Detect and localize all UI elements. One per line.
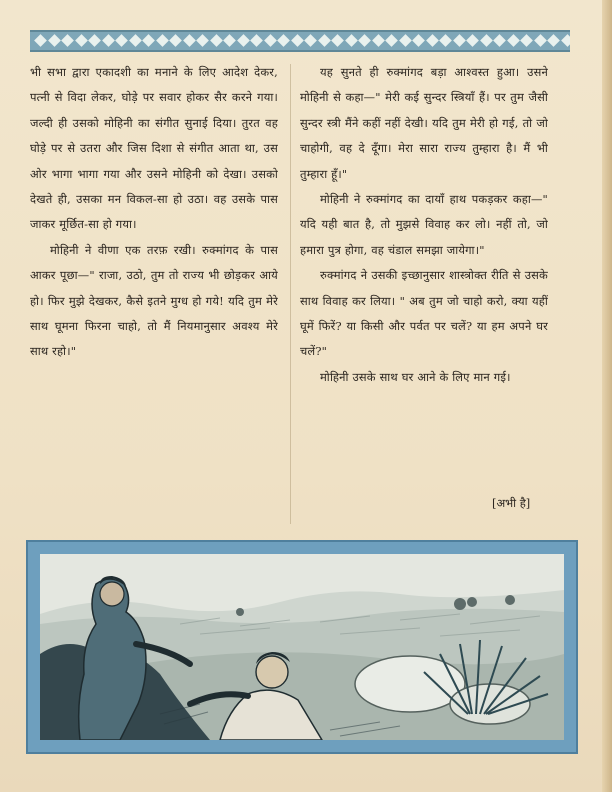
left-paragraph-1: भी सभा द्वारा एकादशी का मनाने के लिए आदेश देकर, पत्नी से विदा लेकर, घोड़े पर सवार होकर सैर करने गया। जल्दी ही उसको मोहिनी का संगीत सुनाई दिया। तुरत वह घोड़े पर से उतरा और जिस दिशा से संगीत आता था, उस ओर भागा भागा गया और उसने मोहिनी को देखा। उसको देखते ही, उसका मन विकल-सा हो उठा। वह उसके पास जाकर मूर्छित-सा हो गया। (30, 65, 278, 232)
border-diamond (210, 34, 223, 47)
border-diamond (264, 34, 277, 47)
left-text-column (30, 60, 278, 530)
border-diamond (142, 34, 155, 47)
border-diamond (277, 34, 290, 47)
border-diamond (547, 34, 560, 47)
border-diamond (183, 34, 196, 47)
border-diamond (129, 34, 142, 47)
border-diamond (291, 34, 304, 47)
border-diamond (412, 34, 425, 47)
illustration-frame (26, 540, 578, 754)
right-paragraph-2: मोहिनी ने रुक्मांगद का दायाँ हाथ पकड़कर कहा—" यदि यही बात है, तो मुझसे विवाह कर लो। नहीं तो, जो हमारा पुत्र होगा, वह चंडाल समझा जायेगा।" (300, 192, 548, 257)
border-diamond (318, 34, 331, 47)
border-diamond (480, 34, 493, 47)
border-diamond (156, 34, 169, 47)
border-diamond (439, 34, 452, 47)
border-diamond (372, 34, 385, 47)
border-diamond (385, 34, 398, 47)
border-diamond (223, 34, 236, 47)
mohini-rukmangad-scene-icon (40, 554, 564, 740)
border-diamond (237, 34, 250, 47)
border-diamond (358, 34, 371, 47)
border-diamond (507, 34, 520, 47)
border-diamond (345, 34, 358, 47)
continued-marker: [अभी है] (492, 496, 531, 510)
border-diamond (196, 34, 209, 47)
border-diamond (534, 34, 547, 47)
border-diamond (34, 34, 47, 47)
right-text-column (300, 60, 548, 530)
border-diamond (102, 34, 115, 47)
border-diamond (48, 34, 61, 47)
border-diamond (520, 34, 533, 47)
border-diamond (88, 34, 101, 47)
right-paragraph-4: मोहिनी उसके साथ घर आने के लिए मान गई। (320, 369, 511, 384)
border-diamond (453, 34, 466, 47)
border-diamond (399, 34, 412, 47)
border-diamond (331, 34, 344, 47)
border-diamond (169, 34, 182, 47)
column-divider (290, 64, 291, 524)
border-diamond (61, 34, 74, 47)
left-paragraph-2: मोहिनी ने वीणा एक तरफ़ रखी। रुक्मांगद के पास आकर पूछा—" राजा, उठो, तुम तो राज्य भी छोड़कर आये हो। फिर मुझे देखकर, कैसे इतने मुग्ध हो गये! यदि तुम मेरे साथ घूमना फिरना चाहो, तो मैं नियमानुसार अवश्य मेरे साथ रहो।" (30, 242, 278, 359)
border-diamond (466, 34, 479, 47)
border-diamond (426, 34, 439, 47)
page-edge (602, 0, 612, 792)
right-paragraph-1: यह सुनते ही रुक्मांगद बड़ा आश्वस्त हुआ। उसने मोहिनी से कहा—" मेरी कई सुन्दर स्त्रियाँ हैं। पर तुम जैसी सुन्दर स्त्री मैंने कहीं नहीं देखी। यदि तुम मेरी हो गई, तो जो चाहोगी, वह दे दूँगा। मेरा सारा राज्य तुम्हारा है। मैं भी तुम्हारा हूँ।" (300, 65, 548, 181)
border-diamond (561, 34, 570, 47)
border-diamond (493, 34, 506, 47)
right-paragraph-3: रुक्मांगद ने उसकी इच्छानुसार शास्त्रोक्त रीति से उसके साथ विवाह कर लिया। " अब तुम जो चाहो करो, क्या यहीं घूमें फिरें? या किसी और पर्वत पर चलें? या हम अपने घर चलें?" (300, 268, 548, 359)
border-diamond (250, 34, 263, 47)
border-diamond (304, 34, 317, 47)
border-diamond (75, 34, 88, 47)
decorative-border-band (30, 30, 570, 52)
border-diamond (115, 34, 128, 47)
